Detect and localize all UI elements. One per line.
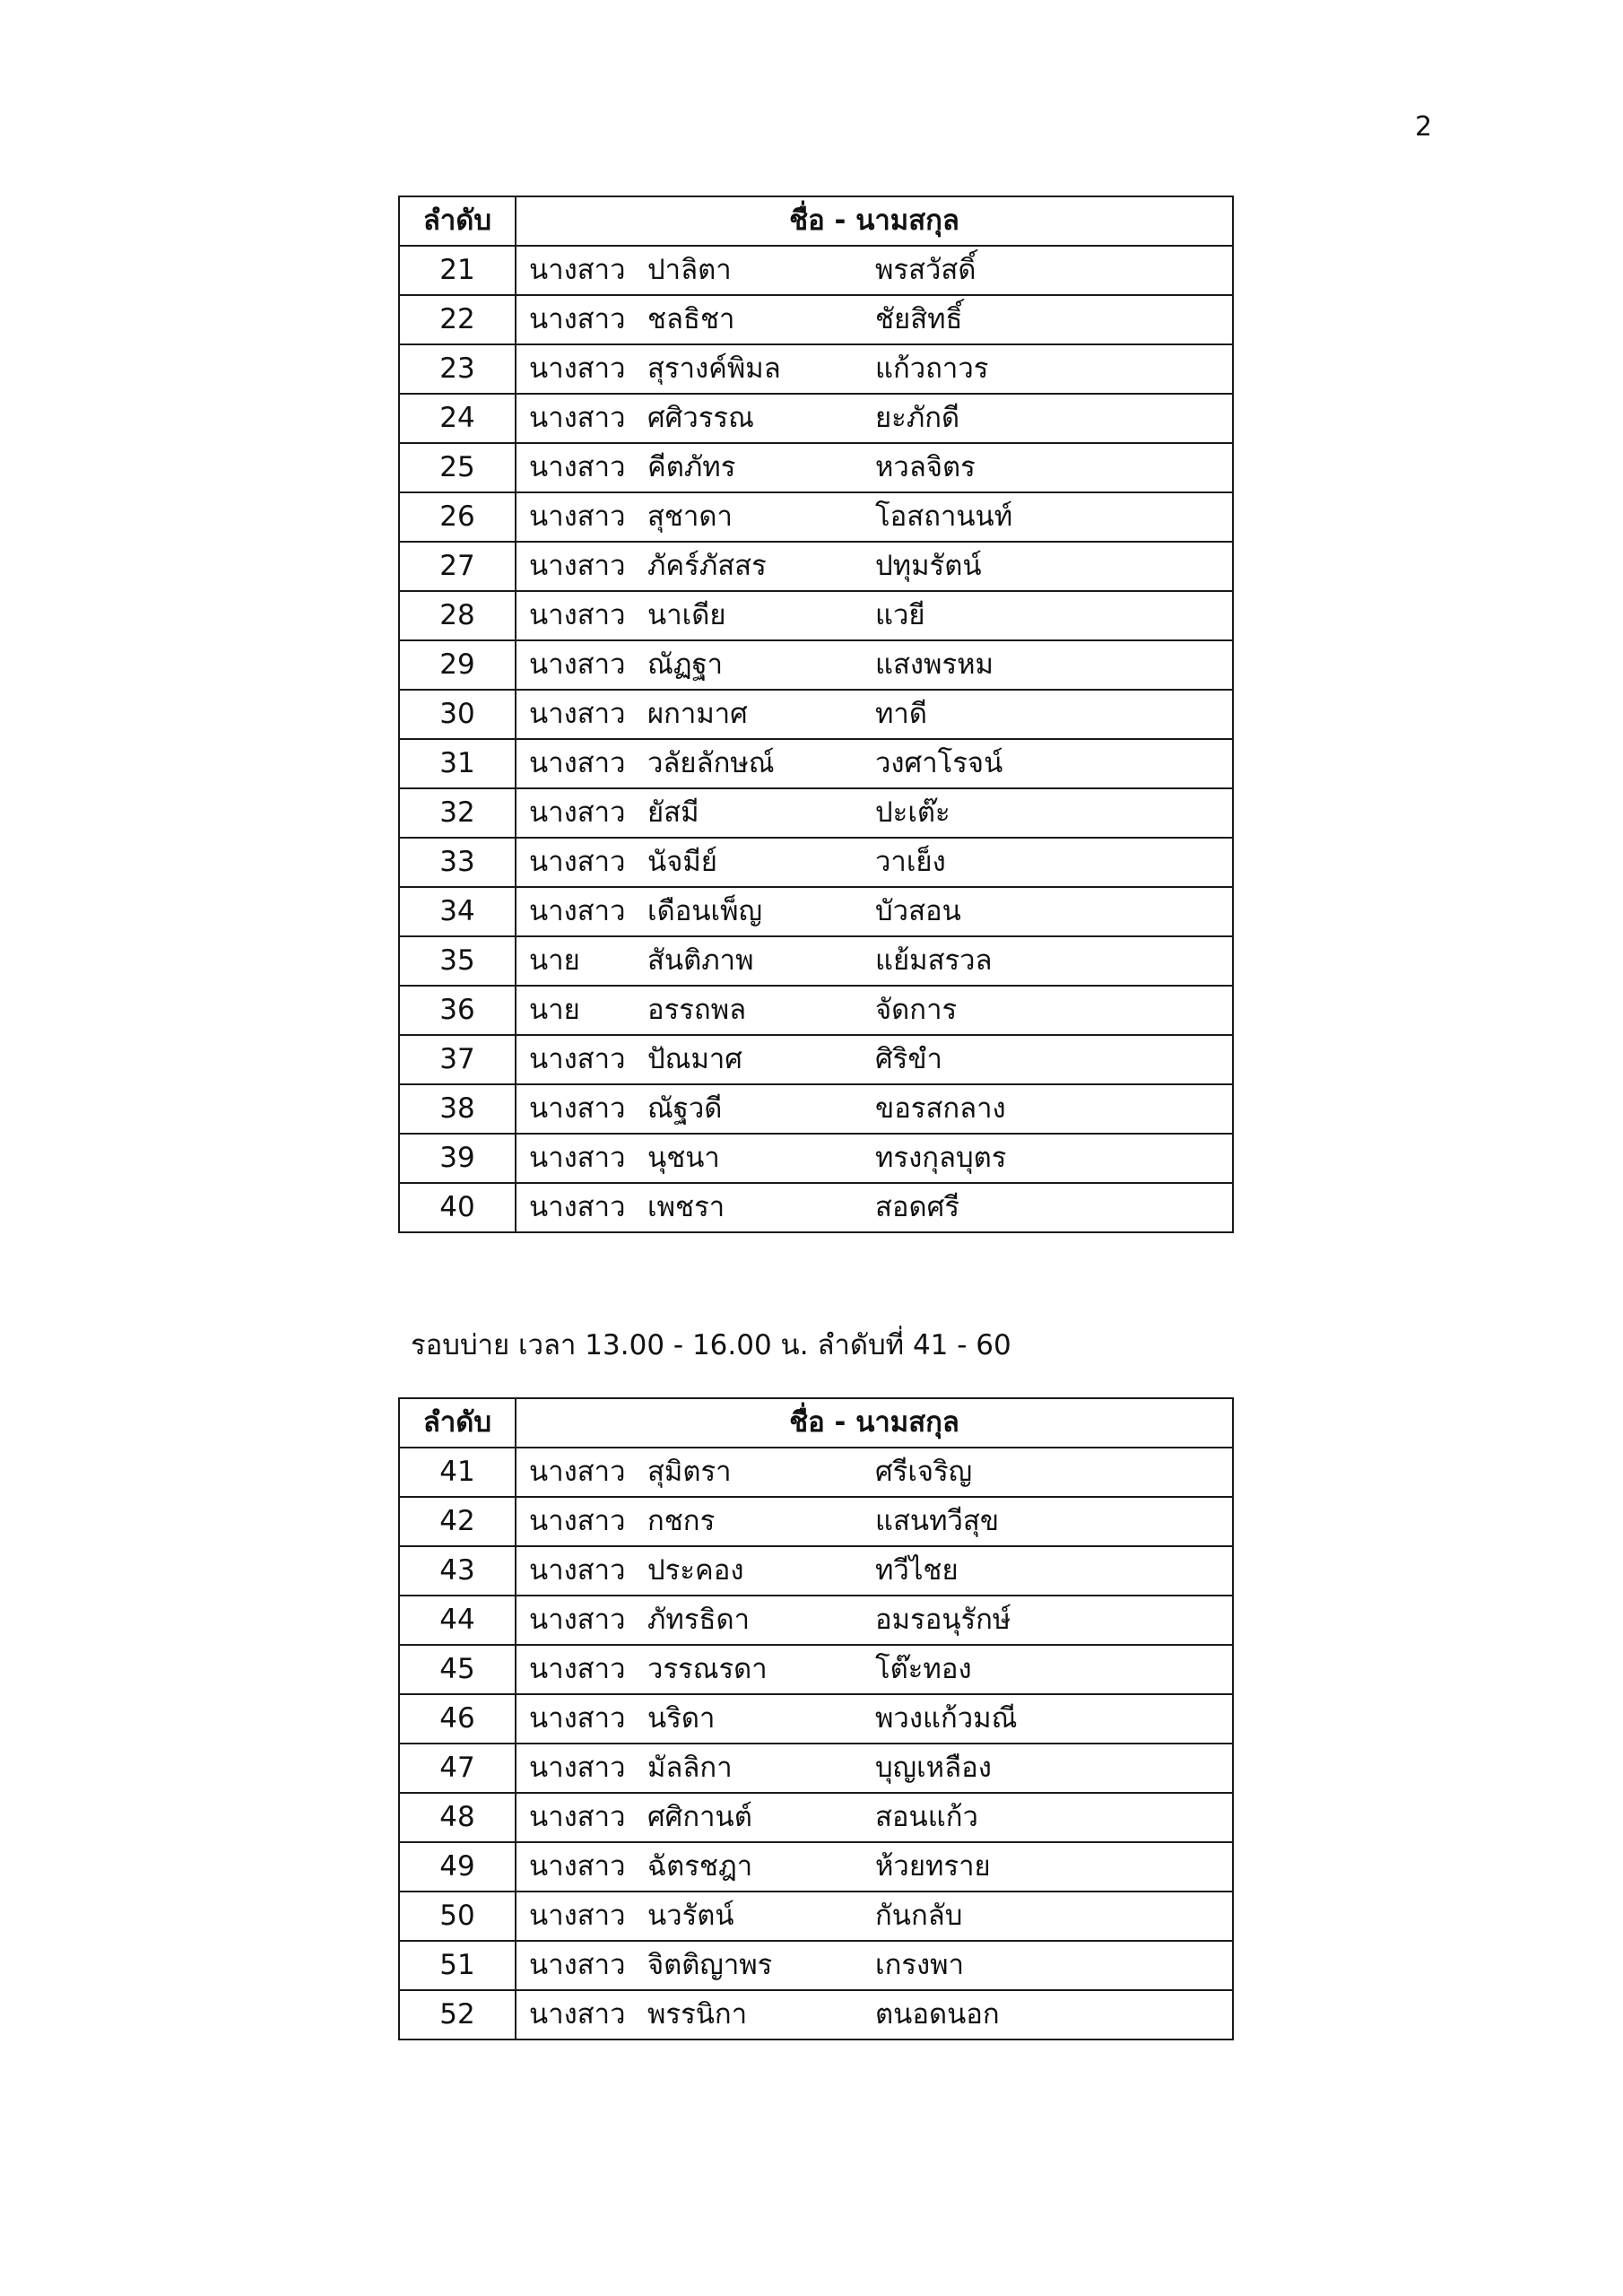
full-name-cell: [516, 1793, 1233, 1842]
name-title: นางสาว: [529, 1505, 626, 1537]
full-name-cell: [516, 394, 1233, 443]
full-name-cell: [516, 1183, 1233, 1232]
row-number: 26: [399, 492, 516, 542]
table-row: [399, 1183, 1233, 1232]
row-number: 25: [399, 443, 516, 492]
table-row: [399, 1744, 1233, 1793]
last-name: วงศาโรจน์: [875, 747, 1003, 779]
last-name: สอนแก้ว: [875, 1801, 978, 1833]
table-row: [399, 788, 1233, 838]
full-name-cell: [516, 1084, 1233, 1134]
row-number: 48: [399, 1793, 516, 1842]
full-name-cell: [516, 344, 1233, 394]
last-name: บุญเหลือง: [875, 1752, 992, 1784]
row-number: 44: [399, 1596, 516, 1645]
last-name: แสงพรหม: [875, 648, 994, 681]
name-title: นางสาว: [529, 1949, 626, 1981]
name-title: นางสาว: [529, 1850, 626, 1883]
last-name: จัดการ: [875, 994, 958, 1026]
table-row: [399, 443, 1233, 492]
name-title: นางสาว: [529, 648, 626, 681]
table-row: [399, 640, 1233, 690]
first-name: ประคอง: [647, 1554, 744, 1587]
last-name: ปะเต๊ะ: [875, 796, 950, 829]
full-name-cell: [516, 788, 1233, 838]
row-number: 27: [399, 542, 516, 591]
table-row: [399, 295, 1233, 344]
last-name: ศิริขำ: [875, 1043, 942, 1075]
last-name: หวลจิตร: [875, 451, 976, 483]
name-title: นางสาว: [529, 550, 626, 582]
first-name: ผกามาศ: [647, 698, 748, 730]
last-name: ตนอดนอก: [875, 1998, 1000, 2031]
first-name: นาเดีย: [647, 599, 726, 631]
first-name: กชกร: [647, 1505, 716, 1537]
name-title: นางสาว: [529, 1554, 626, 1587]
first-name: สุรางค์พิมล: [647, 352, 781, 385]
table-row: [399, 986, 1233, 1035]
row-number: 52: [399, 1990, 516, 2039]
last-name: แก้วถาวร: [875, 352, 989, 385]
name-title: นางสาว: [529, 796, 626, 829]
name-title: นางสาว: [529, 599, 626, 631]
first-name: จิตติญาพร: [647, 1949, 773, 1981]
first-name: วลัยลักษณ์: [647, 747, 775, 779]
last-name: ทวีไชย: [875, 1554, 959, 1587]
last-name: แวยี: [875, 599, 925, 631]
last-name: กันกลับ: [875, 1900, 963, 1932]
name-title: นางสาว: [529, 352, 626, 385]
session-caption: รอบบ่าย เวลา 13.00 - 16.00 น. ลำดับที่ 41 - 60: [411, 1329, 1011, 1361]
last-name: ปทุมรัตน์: [875, 550, 982, 582]
row-number: 24: [399, 394, 516, 443]
first-name: ภัทรธิดา: [647, 1604, 750, 1636]
last-name: พวงแก้วมณี: [875, 1702, 1018, 1735]
full-name-cell: [516, 295, 1233, 344]
roster-body: [399, 246, 1233, 1232]
first-name: นริดา: [647, 1702, 716, 1735]
table-row: [399, 690, 1233, 739]
last-name: แสนทวีสุข: [875, 1505, 1000, 1537]
first-name: อรรถพล: [647, 994, 747, 1026]
table-row: [399, 1546, 1233, 1596]
full-name-cell: [516, 1694, 1233, 1744]
last-name: สอดศรี: [875, 1191, 959, 1223]
name-title: นางสาว: [529, 402, 626, 434]
name-title: นางสาว: [529, 451, 626, 483]
table-row: [399, 1694, 1233, 1744]
last-name: บัวสอน: [875, 895, 961, 927]
row-number: 31: [399, 739, 516, 788]
full-name-cell: [516, 1546, 1233, 1596]
table-row: [399, 1596, 1233, 1645]
row-number: 47: [399, 1744, 516, 1793]
last-name: ทาดี: [875, 698, 927, 730]
table-row: [399, 246, 1233, 295]
last-name: เกรงพา: [875, 1949, 964, 1981]
last-name: ศรีเจริญ: [875, 1456, 973, 1488]
full-name-cell: [516, 936, 1233, 986]
row-number: 41: [399, 1448, 516, 1497]
row-number: 21: [399, 246, 516, 295]
row-number: 45: [399, 1645, 516, 1694]
first-name: สุชาดา: [647, 500, 733, 533]
first-name: ศศิกานต์: [647, 1801, 752, 1833]
table-header-row: [399, 196, 1233, 246]
row-number: 29: [399, 640, 516, 690]
name-title: นางสาว: [529, 747, 626, 779]
row-number: 36: [399, 986, 516, 1035]
table-row: [399, 1941, 1233, 1990]
name-title: นางสาว: [529, 1191, 626, 1223]
last-name: โต๊ะทอง: [875, 1653, 972, 1685]
first-name: ปัณมาศ: [647, 1043, 742, 1075]
row-number: 50: [399, 1892, 516, 1941]
full-name-cell: [516, 1035, 1233, 1084]
table-row: [399, 1990, 1233, 2039]
column-header-name: ชื่อ - นามสกุล: [516, 1398, 1233, 1448]
table-row: [399, 542, 1233, 591]
row-number: 30: [399, 690, 516, 739]
row-number: 23: [399, 344, 516, 394]
full-name-cell: [516, 1497, 1233, 1546]
table-row: [399, 1497, 1233, 1546]
first-name: ชลธิชา: [647, 303, 735, 335]
full-name-cell: [516, 492, 1233, 542]
row-number: 33: [399, 838, 516, 887]
row-number: 49: [399, 1842, 516, 1892]
first-name: มัลลิกา: [647, 1752, 733, 1784]
column-header-order: ลำดับ: [399, 196, 516, 246]
last-name: ห้วยทราย: [875, 1850, 991, 1883]
name-title: นางสาว: [529, 500, 626, 533]
table-row: [399, 1084, 1233, 1134]
table-row: [399, 1793, 1233, 1842]
first-name: นวรัตน์: [647, 1900, 734, 1932]
full-name-cell: [516, 591, 1233, 640]
row-number: 35: [399, 936, 516, 986]
last-name: ขอรสกลาง: [875, 1092, 1006, 1125]
row-number: 46: [399, 1694, 516, 1744]
table-row: [399, 591, 1233, 640]
full-name-cell: [516, 1134, 1233, 1183]
table-row: [399, 344, 1233, 394]
name-title: นางสาว: [529, 895, 626, 927]
full-name-cell: [516, 887, 1233, 936]
first-name: ณัฐวดี: [647, 1092, 723, 1125]
column-header-name: ชื่อ - นามสกุล: [516, 196, 1233, 246]
last-name: อมรอนุรักษ์: [875, 1604, 1011, 1636]
full-name-cell: [516, 986, 1233, 1035]
name-title: นางสาว: [529, 1801, 626, 1833]
full-name-cell: [516, 542, 1233, 591]
roster-body: [399, 1448, 1233, 2039]
first-name: ปาลิตา: [647, 254, 732, 286]
name-title: นางสาว: [529, 1142, 626, 1174]
row-number: 42: [399, 1497, 516, 1546]
table-row: [399, 1035, 1233, 1084]
row-number: 38: [399, 1084, 516, 1134]
first-name: ภัคร์ภัสสร: [647, 550, 767, 582]
first-name: คีตภัทร: [647, 451, 736, 483]
first-name: สุมิตรา: [647, 1456, 732, 1488]
first-name: ยัสมี: [647, 796, 699, 829]
table-row: [399, 1134, 1233, 1183]
full-name-cell: [516, 443, 1233, 492]
row-number: 37: [399, 1035, 516, 1084]
first-name: ณัฏฐา: [647, 648, 724, 681]
roster-table-morning: [398, 196, 1234, 1233]
name-title: นางสาว: [529, 846, 626, 878]
row-number: 28: [399, 591, 516, 640]
table-row: [399, 1892, 1233, 1941]
table-row: [399, 1448, 1233, 1497]
first-name: นัจมีย์: [647, 846, 717, 878]
row-number: 39: [399, 1134, 516, 1183]
full-name-cell: [516, 838, 1233, 887]
first-name: สันติภาพ: [647, 944, 754, 977]
last-name: วาเย็ง: [875, 846, 946, 878]
table-row: [399, 1645, 1233, 1694]
name-title: นางสาว: [529, 1456, 626, 1488]
row-number: 51: [399, 1941, 516, 1990]
first-name: เพชรา: [647, 1191, 725, 1223]
last-name: พรสวัสดิ์: [875, 254, 976, 286]
page-number: 2: [1415, 111, 1433, 143]
name-title: นาย: [529, 944, 580, 977]
first-name: วรรณรดา: [647, 1653, 768, 1685]
name-title: นางสาว: [529, 1653, 626, 1685]
table-row: [399, 936, 1233, 986]
row-number: 22: [399, 295, 516, 344]
full-name-cell: [516, 1645, 1233, 1694]
last-name: ยะภักดี: [875, 402, 960, 434]
table-header-row: [399, 1398, 1233, 1448]
table-row: [399, 1842, 1233, 1892]
row-number: 43: [399, 1546, 516, 1596]
full-name-cell: [516, 1744, 1233, 1793]
table-row: [399, 887, 1233, 936]
name-title: นางสาว: [529, 698, 626, 730]
name-title: นางสาว: [529, 254, 626, 286]
first-name: พรรนิกา: [647, 1998, 748, 2031]
name-title: นางสาว: [529, 303, 626, 335]
name-title: นางสาว: [529, 1752, 626, 1784]
last-name: แย้มสรวล: [875, 944, 993, 977]
name-title: นาย: [529, 994, 580, 1026]
table-row: [399, 838, 1233, 887]
row-number: 40: [399, 1183, 516, 1232]
full-name-cell: [516, 690, 1233, 739]
row-number: 32: [399, 788, 516, 838]
table-row: [399, 394, 1233, 443]
full-name-cell: [516, 1448, 1233, 1497]
first-name: นุชนา: [647, 1142, 720, 1174]
full-name-cell: [516, 1990, 1233, 2039]
name-title: นางสาว: [529, 1604, 626, 1636]
full-name-cell: [516, 1596, 1233, 1645]
last-name: ชัยสิทธิ์: [875, 303, 963, 335]
table-row: [399, 739, 1233, 788]
name-title: นางสาว: [529, 1998, 626, 2031]
full-name-cell: [516, 640, 1233, 690]
name-title: นางสาว: [529, 1900, 626, 1932]
name-title: นางสาว: [529, 1043, 626, 1075]
full-name-cell: [516, 1941, 1233, 1990]
last-name: โอสถานนท์: [875, 500, 1013, 533]
full-name-cell: [516, 739, 1233, 788]
full-name-cell: [516, 1892, 1233, 1941]
column-header-order: ลำดับ: [399, 1398, 516, 1448]
name-title: นางสาว: [529, 1092, 626, 1125]
full-name-cell: [516, 246, 1233, 295]
first-name: เดือนเพ็ญ: [647, 895, 762, 927]
row-number: 34: [399, 887, 516, 936]
roster-table-afternoon: [398, 1397, 1234, 2040]
first-name: ฉัตรชฎา: [647, 1850, 753, 1883]
full-name-cell: [516, 1842, 1233, 1892]
name-title: นางสาว: [529, 1702, 626, 1735]
first-name: ศศิวรรณ: [647, 402, 754, 434]
last-name: ทรงกุลบุตร: [875, 1142, 1007, 1174]
table-row: [399, 492, 1233, 542]
